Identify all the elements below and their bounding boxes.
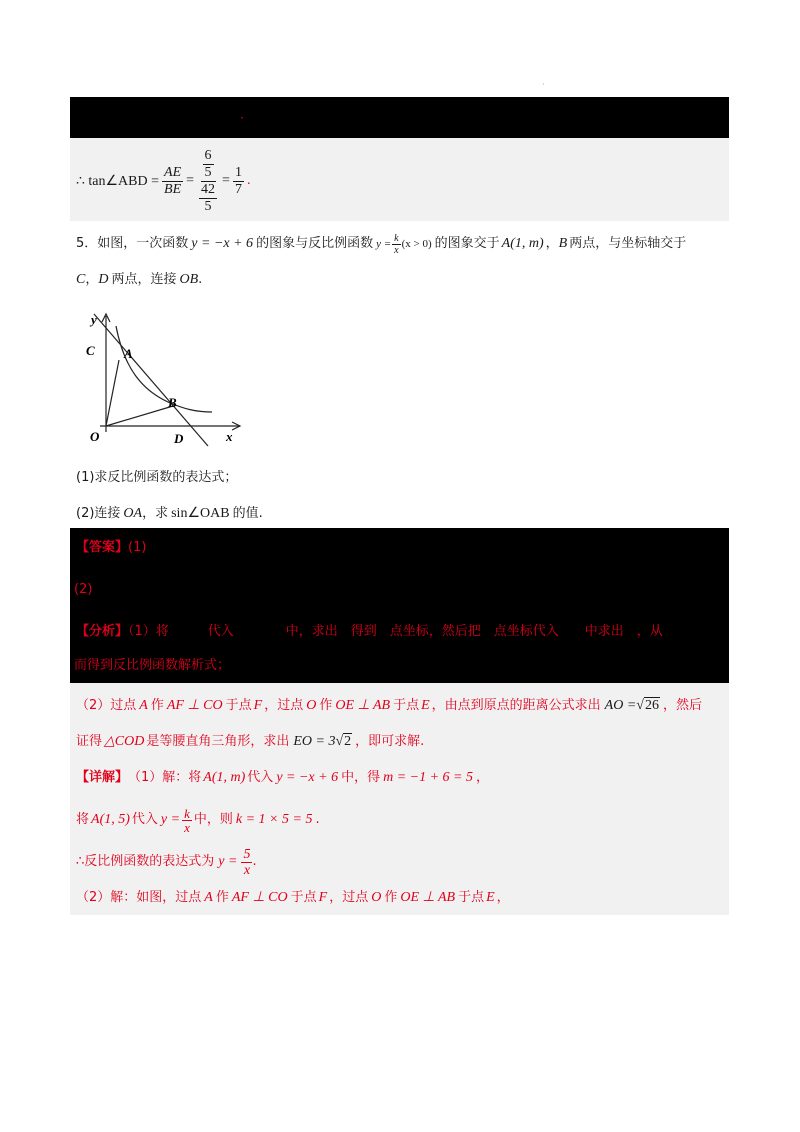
fn-k: k xyxy=(394,232,399,244)
d3-end: . xyxy=(252,854,257,869)
figure-svg xyxy=(80,308,250,453)
a2-h: ，然后 xyxy=(662,698,702,713)
d3-5-over-x xyxy=(241,847,252,878)
answer-band xyxy=(70,528,729,683)
d4-e: 作 xyxy=(384,890,398,905)
d4-afco: AF ⊥ CO xyxy=(231,890,288,905)
a2-E: E xyxy=(421,698,430,713)
ae: AE xyxy=(164,164,182,180)
detail-line-2 xyxy=(76,805,320,835)
d4-b: 作 xyxy=(215,890,229,905)
question-2 xyxy=(76,504,263,524)
d4-c: 于点 xyxy=(290,890,317,905)
coordinate-figure xyxy=(80,308,250,453)
d2-pt: A(1, 5) xyxy=(91,812,130,827)
p-text-a: 5．如图，一次函数 xyxy=(76,236,189,251)
answer-p1: (1) xyxy=(128,540,147,555)
q2-oa: OA xyxy=(123,506,143,521)
d2-y: y = xyxy=(160,812,181,827)
a2-A: A xyxy=(139,698,148,713)
point-d-label: D xyxy=(98,272,109,287)
d1-b: 代入 xyxy=(247,770,274,785)
five: 5 xyxy=(204,164,212,180)
detail-band xyxy=(70,683,729,915)
a2-b: 作 xyxy=(150,698,164,713)
a2-line-2: 证得 △COD 是等腰直角三角形，求出 EO = 3 √2 ，即可求解. xyxy=(76,731,424,753)
d3-5: 5 xyxy=(243,846,251,862)
label-o: O xyxy=(90,429,100,444)
analysis-line-2: 而得到反比例函数解析式； xyxy=(74,658,231,673)
lower-fraction xyxy=(197,182,219,215)
analysis-line-1 xyxy=(76,622,663,642)
d1-m: m = −1 + 6 = 5 xyxy=(383,770,474,785)
p-text-d: ， xyxy=(545,236,559,251)
d4-a: （2）解：如图，过点 xyxy=(76,890,202,905)
a2-tri: △COD xyxy=(104,734,145,749)
hyperbola-curve xyxy=(116,326,212,412)
d2-b: 代入 xyxy=(131,812,158,827)
detail-line-3 xyxy=(76,845,257,879)
d4-g: ， xyxy=(496,890,510,905)
a2-2: 2 xyxy=(344,734,352,749)
a2-F: F xyxy=(253,698,263,713)
a2-a: （2）过点 xyxy=(76,698,137,713)
problem-line-1 xyxy=(76,232,686,256)
five-2: 5 xyxy=(204,198,212,214)
compound-fraction xyxy=(197,148,219,215)
d4-f: 于点 xyxy=(458,890,485,905)
redacted-band-top xyxy=(70,97,729,138)
point-c-label: C xyxy=(76,272,86,287)
d4-O: O xyxy=(371,890,382,905)
label-x: x xyxy=(226,429,233,444)
tan-prefix: ∴ tan∠ABD = xyxy=(76,173,160,189)
eq-1: = xyxy=(186,173,195,188)
d1-a: （1）解：将 xyxy=(128,770,202,785)
segment-oa xyxy=(106,360,119,426)
seven: 7 xyxy=(234,181,242,197)
d4-A: A xyxy=(204,890,213,905)
d4-oeab: OE ⊥ AB xyxy=(400,890,456,905)
d1-d: ， xyxy=(476,770,490,785)
fn-y: y = xyxy=(376,238,392,250)
p-text-e: 两点，与坐标轴交于 xyxy=(569,236,687,251)
question-1: (1)求反比例函数的表达式； xyxy=(76,470,238,485)
answer-tag: 【答案】 xyxy=(76,540,129,555)
a2-afco: AF ⊥ CO xyxy=(166,698,223,713)
six: 6 xyxy=(204,147,212,163)
sep: ， xyxy=(85,272,99,287)
d2-k-over-x xyxy=(182,807,192,834)
eq-2: = xyxy=(222,173,230,188)
a2-c: 于点 xyxy=(225,698,252,713)
d3-x: x xyxy=(243,862,251,878)
fn-cond: (x > 0) xyxy=(401,238,432,250)
a2-O: O xyxy=(306,698,317,713)
a2-l2-c: ，即可求解. xyxy=(355,734,425,749)
ae-over-be xyxy=(162,165,183,198)
fortytwo: 42 xyxy=(201,181,216,197)
d2-k: k xyxy=(184,805,190,821)
a2-f: 于点 xyxy=(393,698,420,713)
d2-x: x xyxy=(184,819,190,835)
corner-mark: · xyxy=(542,80,545,89)
a2-line-1: （2）过点 A 作 AF ⊥ CO 于点 F ，过点 O 作 OE ⊥ AB 于点 E ，由点到原点的距离公式求出 AO = √26 ，然后 xyxy=(76,695,702,717)
answer-line-1 xyxy=(76,538,146,558)
a2-26: 26 xyxy=(644,698,659,713)
d2-a: 将 xyxy=(76,812,90,827)
segment-ob xyxy=(106,406,173,426)
p-text-b: 的图象与反比例函数 xyxy=(256,236,374,251)
one: 1 xyxy=(234,164,242,180)
q2-b: ，求 xyxy=(142,506,169,521)
label-a: A xyxy=(124,346,133,361)
p-text-c: 的图象交于 xyxy=(434,236,500,251)
d2-k2: k = 1 × 5 = 5 xyxy=(235,812,313,827)
label-y: y xyxy=(91,312,97,327)
answer-line-2: (2) xyxy=(74,582,93,597)
d1-eq: y = −x + 6 xyxy=(276,770,339,785)
point-b-label: B xyxy=(558,236,568,251)
a2-eo: EO = 3 xyxy=(293,734,336,749)
analysis-tag: 【分析】 xyxy=(76,624,129,639)
p2-text-a: 两点，连接 xyxy=(111,272,177,287)
d4-d: ，过点 xyxy=(329,890,369,905)
analysis-l1: （1）将 代入 中，求出 得到 点坐标，然后把 点坐标代入 中求出 ，从 xyxy=(128,624,663,639)
one-seventh xyxy=(233,165,244,198)
linear-eq: y = −x + 6 xyxy=(191,236,254,251)
tan-formula-block xyxy=(70,138,729,221)
tan-formula xyxy=(76,146,250,216)
label-d: D xyxy=(174,431,184,446)
q2-c: 的值. xyxy=(232,506,263,521)
d2-c: 中，则 xyxy=(193,812,233,827)
q2-expr: sin∠OAB xyxy=(171,506,230,521)
d3-y: y = xyxy=(218,854,238,869)
label-b: B xyxy=(168,395,177,410)
label-c: C xyxy=(86,343,95,358)
a2-l2-a: 证得 xyxy=(76,734,103,749)
d4-F: F xyxy=(318,890,328,905)
d3-a: ∴反比例函数的表达式为 xyxy=(76,854,215,869)
upper-fraction xyxy=(201,148,216,182)
d1-c: 中，得 xyxy=(341,770,381,785)
d2-end: . xyxy=(315,812,320,827)
detail-line-1 xyxy=(76,767,489,789)
point-a: A(1, m) xyxy=(501,236,544,251)
ob-label: OB xyxy=(179,272,199,287)
a2-g: ，由点到原点的距离公式求出 xyxy=(431,698,601,713)
a2-oeab: OE ⊥ AB xyxy=(335,698,391,713)
q2-a: (2)连接 xyxy=(76,506,121,521)
detail-tag: 【详解】 xyxy=(76,770,129,785)
fn-k-over-x xyxy=(392,233,400,256)
a2-ao: AO = xyxy=(604,698,637,713)
red-marker: · xyxy=(240,111,244,125)
d1-pt: A(1, m) xyxy=(203,770,246,785)
detail-line-4 xyxy=(76,887,510,909)
end-dot: . xyxy=(246,173,251,188)
be: BE xyxy=(164,181,182,197)
fn-x: x xyxy=(394,244,399,256)
a2-e: 作 xyxy=(319,698,333,713)
d4-E: E xyxy=(486,890,495,905)
a2-d: ，过点 xyxy=(264,698,304,713)
p2-end: . xyxy=(198,272,203,287)
a2-l2-b: 是等腰直角三角形，求出 xyxy=(146,734,290,749)
problem-line-2 xyxy=(76,270,202,290)
